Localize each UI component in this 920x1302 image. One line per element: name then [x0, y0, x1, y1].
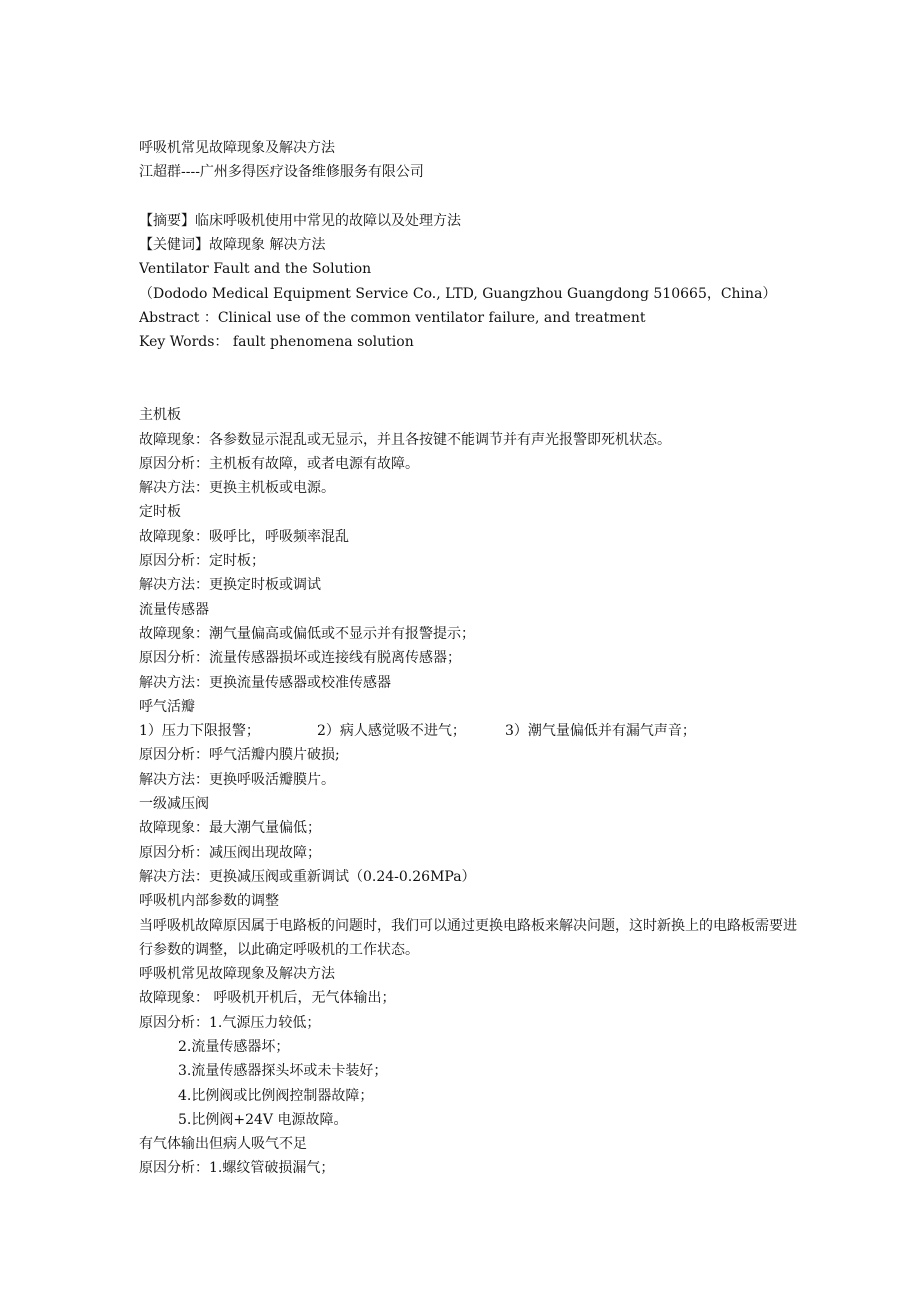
- mainboard-cause: 原因分析：主机板有故障，或者电源有故障。: [139, 455, 419, 472]
- common-faults-cause-3: 3.流量传感器探头坏或未卡装好；: [178, 1063, 388, 1080]
- exhale-valve-symptom-2: 2）病人感觉吸不进气；: [317, 723, 466, 740]
- section-heading-timer: 定时板: [139, 504, 181, 521]
- flow-sensor-symptom: 故障现象：潮气量偏高或偏低或不显示并有报警提示；: [139, 625, 475, 642]
- spacer: [139, 355, 799, 404]
- english-abstract: Abstract ：Clinical use of the common ventilator failure, and treatment: [139, 310, 646, 327]
- exhale-valve-symptom-3: 3）潮气量偏低并有漏气声音；: [505, 723, 696, 740]
- common-faults-cause-2: 2.流量传感器坏；: [178, 1038, 290, 1055]
- timer-symptom: 故障现象：吸呼比，呼吸频率混乱: [139, 528, 349, 545]
- english-title: Ventilator Fault and the Solution: [139, 261, 372, 278]
- common-faults-cause-5: 5.比例阀+24V 电源故障。: [178, 1111, 348, 1128]
- section-heading-param-adjust: 呼吸机内部参数的调整: [139, 893, 279, 910]
- section-heading-common-faults: 呼吸机常见故障现象及解决方法: [139, 966, 335, 983]
- flow-sensor-solution: 解决方法：更换流量传感器或校准传感器: [139, 674, 391, 691]
- spacer: [139, 185, 799, 209]
- insufficient-inhale-cause-1: 原因分析：1.螺纹管破损漏气；: [139, 1160, 335, 1177]
- flow-sensor-cause: 原因分析：流量传感器损坏或连接线有脱离传感器；: [139, 650, 461, 667]
- section-heading-insufficient-inhale: 有气体输出但病人吸气不足: [139, 1136, 307, 1153]
- param-adjust-paragraph: 当呼吸机故障原因属于电路板的问题时，我们可以通过更换电路板来解决问题，这时新换上的电路板需要进行参数的调整，以此确定呼吸机的工作状态。: [139, 917, 797, 958]
- exhale-valve-solution: 解决方法：更换呼吸活瓣膜片。: [139, 771, 335, 788]
- document-title: 呼吸机常见故障现象及解决方法: [139, 140, 335, 156]
- mainboard-symptom: 故障现象：各参数显示混乱或无显示，并且各按键不能调节并有声光报警即死机状态。: [139, 431, 671, 448]
- pressure-valve-cause: 原因分析：减压阀出现故障；: [139, 844, 321, 861]
- common-faults-cause-1: 原因分析：1.气源压力较低；: [139, 1014, 321, 1031]
- timer-solution: 解决方法：更换定时板或调试: [139, 577, 321, 594]
- section-heading-flow-sensor: 流量传感器: [139, 601, 209, 618]
- document-body: [139, 136, 799, 1181]
- section-heading-mainboard: 主机板: [139, 407, 181, 424]
- timer-cause: 原因分析：定时板；: [139, 553, 265, 570]
- common-faults-symptom: 故障现象： 呼吸机开机后，无气体输出；: [139, 990, 396, 1007]
- exhale-valve-cause: 原因分析：呼气活瓣内膜片破损;: [139, 747, 340, 764]
- section-heading-pressure-valve: 一级减压阀: [139, 796, 209, 813]
- mainboard-solution: 解决方法：更换主机板或电源。: [139, 480, 335, 497]
- keywords-line: 【关健词】故障现象 解决方法: [139, 237, 326, 254]
- author-line: 江超群----广州多得医疗设备维修服务有限公司: [139, 164, 424, 181]
- exhale-valve-symptom-1: 1）压力下限报警；: [139, 723, 260, 740]
- exhale-valve-symptoms: [139, 719, 799, 743]
- common-faults-cause-4: 4.比例阀或比例阀控制器故障；: [178, 1087, 374, 1104]
- pressure-valve-symptom: 故障现象：最大潮气量偏低；: [139, 820, 321, 837]
- abstract-summary: 【摘要】临床呼吸机使用中常见的故障以及处理方法: [139, 212, 461, 229]
- english-keywords: Key Words： fault phenomena solution: [139, 334, 414, 351]
- section-heading-exhale-valve: 呼气活瓣: [139, 698, 195, 715]
- english-affiliation: （Dododo Medical Equipment Service Co., LTD, Guangzhou Guangdong 510665，China）: [139, 285, 777, 302]
- pressure-valve-solution: 解决方法：更换减压阀或重新调试（0.24-0.26MPa）: [139, 868, 476, 885]
